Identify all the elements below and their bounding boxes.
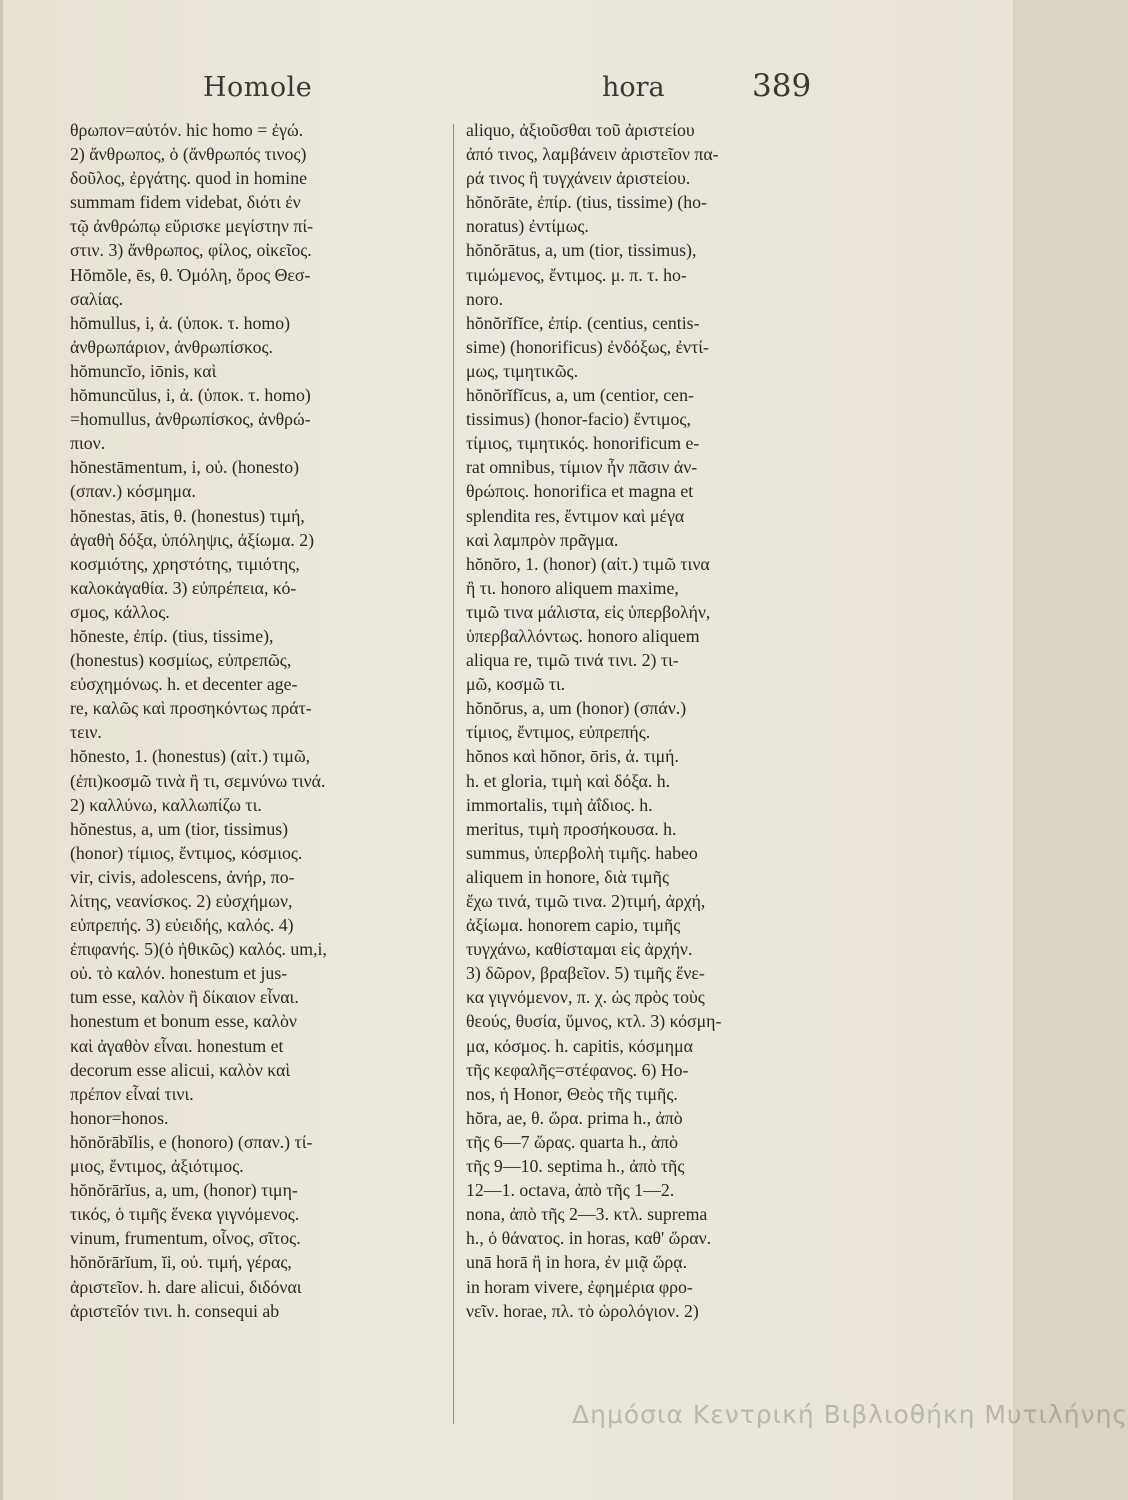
text-line: νεῖν. horae, πλ. τὸ ὡρολόγιον. 2) [466, 1300, 699, 1321]
text-line: hŏnŏro, 1. (honor) (αἰτ.) τιμῶ τινα [466, 553, 710, 574]
left-column [70, 118, 455, 1323]
text-line: hŏnestas, ātis, θ. (honestus) τιμή, [70, 505, 305, 526]
text-line: 3) δῶρον, βραβεῖον. 5) τιμῆς ἕνε- [466, 963, 705, 984]
text-line: honor=honos. [70, 1107, 169, 1128]
text-line: θρώποις. honorifica et magna et [466, 481, 694, 502]
text-line: in horam vivere, ἐφημέρια φρο- [466, 1276, 693, 1297]
text-line: μα, κόσμος. h. capitis, κόσμημα [466, 1035, 693, 1056]
text-line: τῆς κεφαλῆς=στέφανος. 6) Ho- [466, 1059, 689, 1080]
text-line: πιον. [70, 433, 106, 454]
text-line: sime) (honorificus) ἐνδόξως, ἐντί- [466, 336, 709, 357]
text-line: summam fidem videbat, διότι ἐν [70, 192, 301, 213]
text-line: (honestus) κοσμίως, εὐπρεπῶς, [70, 650, 292, 671]
text-line: hŏnŏrāte, ἐπίρ. (tius, tissime) (ho- [466, 192, 707, 213]
text-line: τυγχάνω, καθίσταμαι εἰς ἀρχήν. [466, 939, 693, 960]
text-line: ἀπό τινος, λαμβάνειν ἀριστεῖον πα- [466, 144, 719, 165]
text-line: Hŏmŏle, ēs, θ. Ὁμόλη, ὄρος Θεσ- [70, 264, 311, 285]
text-line: unā horā ἢ in hora, ἐν μιᾷ ὥρᾳ. [466, 1252, 688, 1273]
page-header [0, 62, 1013, 112]
text-line: aliquem in honore, διὰ τιμῆς [466, 866, 669, 887]
text-line: τικός, ὁ τιμῆς ἕνεκα γιγνόμενος. [70, 1204, 300, 1225]
text-line: κα γιγνόμενον, π. χ. ὡς πρὸς τοὺς [466, 987, 705, 1008]
text-line: hŏnŏrātus, a, um (tior, tissimus), [466, 240, 697, 261]
text-line: τειν. [70, 722, 102, 743]
text-line: τῷ ἀνθρώπῳ εὕρισκε μεγίστην πί- [70, 216, 314, 237]
text-line: τιμώμενος, ἔντιμος. μ. π. τ. ho- [466, 264, 687, 285]
text-line: h., ὁ θάνατος. in horas, καθ' ὥραν. [466, 1228, 712, 1249]
text-line: hŏnŏrābĭlis, e (honoro) (σπαν.) τί- [70, 1131, 313, 1152]
text-line: hŏmuncĭo, iōnis, καὶ [70, 360, 217, 381]
text-line: 2) ἄνθρωπος, ὁ (ἄνθρωπός τινος) [70, 144, 307, 165]
text-line: hŏnos καὶ hŏnor, ōris, ἀ. τιμή. [466, 746, 679, 767]
text-line: σμος, κάλλος. [70, 601, 170, 622]
text-line: (ἐπι)κοσμῶ τινὰ ἢ τι, σεμνύνω τινά. [70, 770, 326, 791]
text-line: 2) καλλύνω, καλλωπίζω τι. [70, 794, 262, 815]
text-line: ἀξίωμα. honorem capio, τιμῆς [466, 915, 681, 936]
text-line: δοῦλος, ἐργάτης. quod in homine [70, 168, 308, 189]
text-line: =homullus, ἀνθρωπίσκος, ἀνθρώ- [70, 409, 311, 430]
header-last-word: hora [602, 72, 665, 103]
text-line: 12—1. octava, ἀπὸ τῆς 1—2. [466, 1180, 675, 1201]
text-line: hŏneste, ἐπίρ. (tius, tissime), [70, 625, 274, 646]
text-line: θεούς, θυσία, ὕμνος, κτλ. 3) κόσμη- [466, 1011, 722, 1032]
text-line: ἀριστεῖον. h. dare alicui, διδόναι [70, 1276, 302, 1297]
text-line: splendita res, ἔντιμον καὶ μέγα [466, 505, 685, 526]
text-line: vinum, frumentum, οἶνος, σῖτος. [70, 1228, 301, 1249]
text-line: τῆς 9—10. septima h., ἀπὸ τῆς [466, 1156, 685, 1177]
library-watermark: Δημόσια Κεντρική Βιβλιοθήκη Μυτιλήνης [572, 1400, 1128, 1429]
text-line: (honor) τίμιος, ἔντιμος, κόσμιος. [70, 842, 303, 863]
text-line: ἀριστεῖόν τινι. h. consequi ab [70, 1300, 280, 1321]
text-line: πρέπον εἶναί τινι. [70, 1083, 194, 1104]
text-line: λίτης, νεανίσκος. 2) εὐσχήμων, [70, 891, 293, 911]
text-line: hŏnestāmentum, i, οὐ. (honesto) [70, 457, 300, 478]
text-line: immortalis, τιμὴ ἀΐδιος. h. [466, 794, 653, 815]
text-line: ἢ τι. honoro aliquem maxime, [466, 577, 679, 598]
text-line: κοσμιότης, χρηστότης, τιμιότης, [70, 553, 300, 574]
text-line: hŏnŏrĭfĭce, ἐπίρ. (centius, centis- [466, 312, 700, 333]
text-line: μως, τιμητικῶς. [466, 360, 579, 381]
text-line: τῆς 6—7 ὥρας. quarta h., ἀπὸ [466, 1131, 679, 1152]
text-line: καλοκἀγαθία. 3) εὐπρέπεια, κό- [70, 577, 297, 598]
text-line: h. et gloria, τιμὴ καὶ δόξα. h. [466, 770, 671, 791]
text-line: honestum et bonum esse, καλὸν [70, 1011, 297, 1032]
text-line: nos, ἡ Honor, Θεὸς τῆς τιμῆς. [466, 1083, 678, 1104]
text-line: vir, civis, adolescens, ἀνήρ, πο- [70, 866, 295, 887]
text-line: hŏnŏrus, a, um (honor) (σπάν.) [466, 698, 687, 719]
text-line: hŏnestus, a, um (tior, tissimus) [70, 818, 289, 839]
text-line: μῶ, κοσμῶ τι. [466, 674, 566, 695]
header-first-word: Homole [203, 72, 313, 103]
text-line: ρά τινος ἢ τυγχάνειν ἀριστείου. [466, 168, 691, 189]
page-edge [0, 0, 3, 1500]
right-column [466, 118, 856, 1323]
text-line: εὐσχημόνως. h. et decenter age- [70, 674, 298, 695]
text-line: τίμιος, ἔντιμος, εὐπρεπής. [466, 722, 651, 743]
text-line: summus, ὑπερβολὴ τιμῆς. habeo [466, 842, 698, 863]
text-line: hŏnŏrĭfĭcus, a, um (centior, cen- [466, 385, 694, 406]
text-line: tissimus) (honor-facio) ἔντιμος, [466, 409, 691, 430]
text-line: meritus, τιμὴ προσήκουσα. h. [466, 818, 677, 839]
text-line: re, καλῶς καὶ προσηκόντως πράτ- [70, 698, 312, 719]
text-line: σαλίας. [70, 288, 124, 309]
text-line: hŏra, ae, θ. ὥρα. prima h., ἀπὸ [466, 1107, 683, 1128]
page-number: 389 [752, 68, 812, 104]
text-line: decorum esse alicui, καλὸν καὶ [70, 1059, 291, 1080]
text-line: hŏmullus, i, ἀ. (ὑποκ. τ. homo) [70, 312, 291, 333]
text-line: θρωπον=αὐτόν. hic homo = ἐγώ. [70, 120, 304, 140]
text-line: καὶ ἀγαθὸν εἶναι. honestum et [70, 1035, 284, 1056]
text-line: στιν. 3) ἄνθρωπος, φίλος, οἰκεῖος. [70, 240, 312, 261]
text-line: τιμῶ τινα μάλιστα, εἰς ὑπερβολήν, [466, 601, 711, 622]
text-line: τίμιος, τιμητικός. honorificum e- [466, 433, 700, 454]
text-line: nona, ἀπὸ τῆς 2—3. κτλ. suprema [466, 1204, 708, 1225]
text-line: καὶ λαμπρὸν πρᾶγμα. [466, 529, 619, 550]
text-line: aliqua re, τιμῶ τινά τινι. 2) τι- [466, 650, 679, 671]
text-line: ἀνθρωπάριον, ἀνθρωπίσκος. [70, 336, 273, 357]
text-line: ἐπιφανής. 5)(ὁ ἠθικῶς) καλός. um,i, [70, 939, 327, 960]
text-line: rat omnibus, τίμιον ἦν πᾶσιν ἀν- [466, 457, 698, 478]
text-line: ἀγαθὴ δόξα, ὑπόληψις, ἀξίωμα. 2) [70, 529, 315, 550]
text-line: hŏmuncŭlus, i, ἀ. (ὑποκ. τ. homo) [70, 385, 311, 406]
text-line: tum esse, καλὸν ἢ δίκαιον εἶναι. [70, 987, 299, 1008]
text-line: ὑπερβαλλόντως. honoro aliquem [466, 625, 700, 646]
column-divider [453, 124, 454, 1424]
text-line: ἔχω τινά, τιμῶ τινα. 2)τιμή, ἀρχή, [466, 891, 706, 911]
text-line: noro. [466, 288, 504, 309]
text-line: hŏnŏrārĭus, a, um, (honor) τιμη- [70, 1180, 298, 1201]
text-line: οὐ. τὸ καλόν. honestum et jus- [70, 963, 288, 984]
text-line: aliquo, ἀξιοῦσθαι τοῦ ἀριστείου [466, 120, 695, 140]
text-line: noratus) ἐντίμως. [466, 216, 589, 237]
text-line: (σπαν.) κόσμημα. [70, 481, 196, 502]
text-line: μιος, ἔντιμος, ἀξιότιμος. [70, 1156, 244, 1177]
text-line: hŏnŏrārĭum, ĭi, οὐ. τιμή, γέρας, [70, 1252, 292, 1273]
text-line: hŏnesto, 1. (honestus) (αἰτ.) τιμῶ, [70, 746, 311, 767]
text-line: εὐπρεπής. 3) εὐειδής, καλός. 4) [70, 915, 294, 936]
